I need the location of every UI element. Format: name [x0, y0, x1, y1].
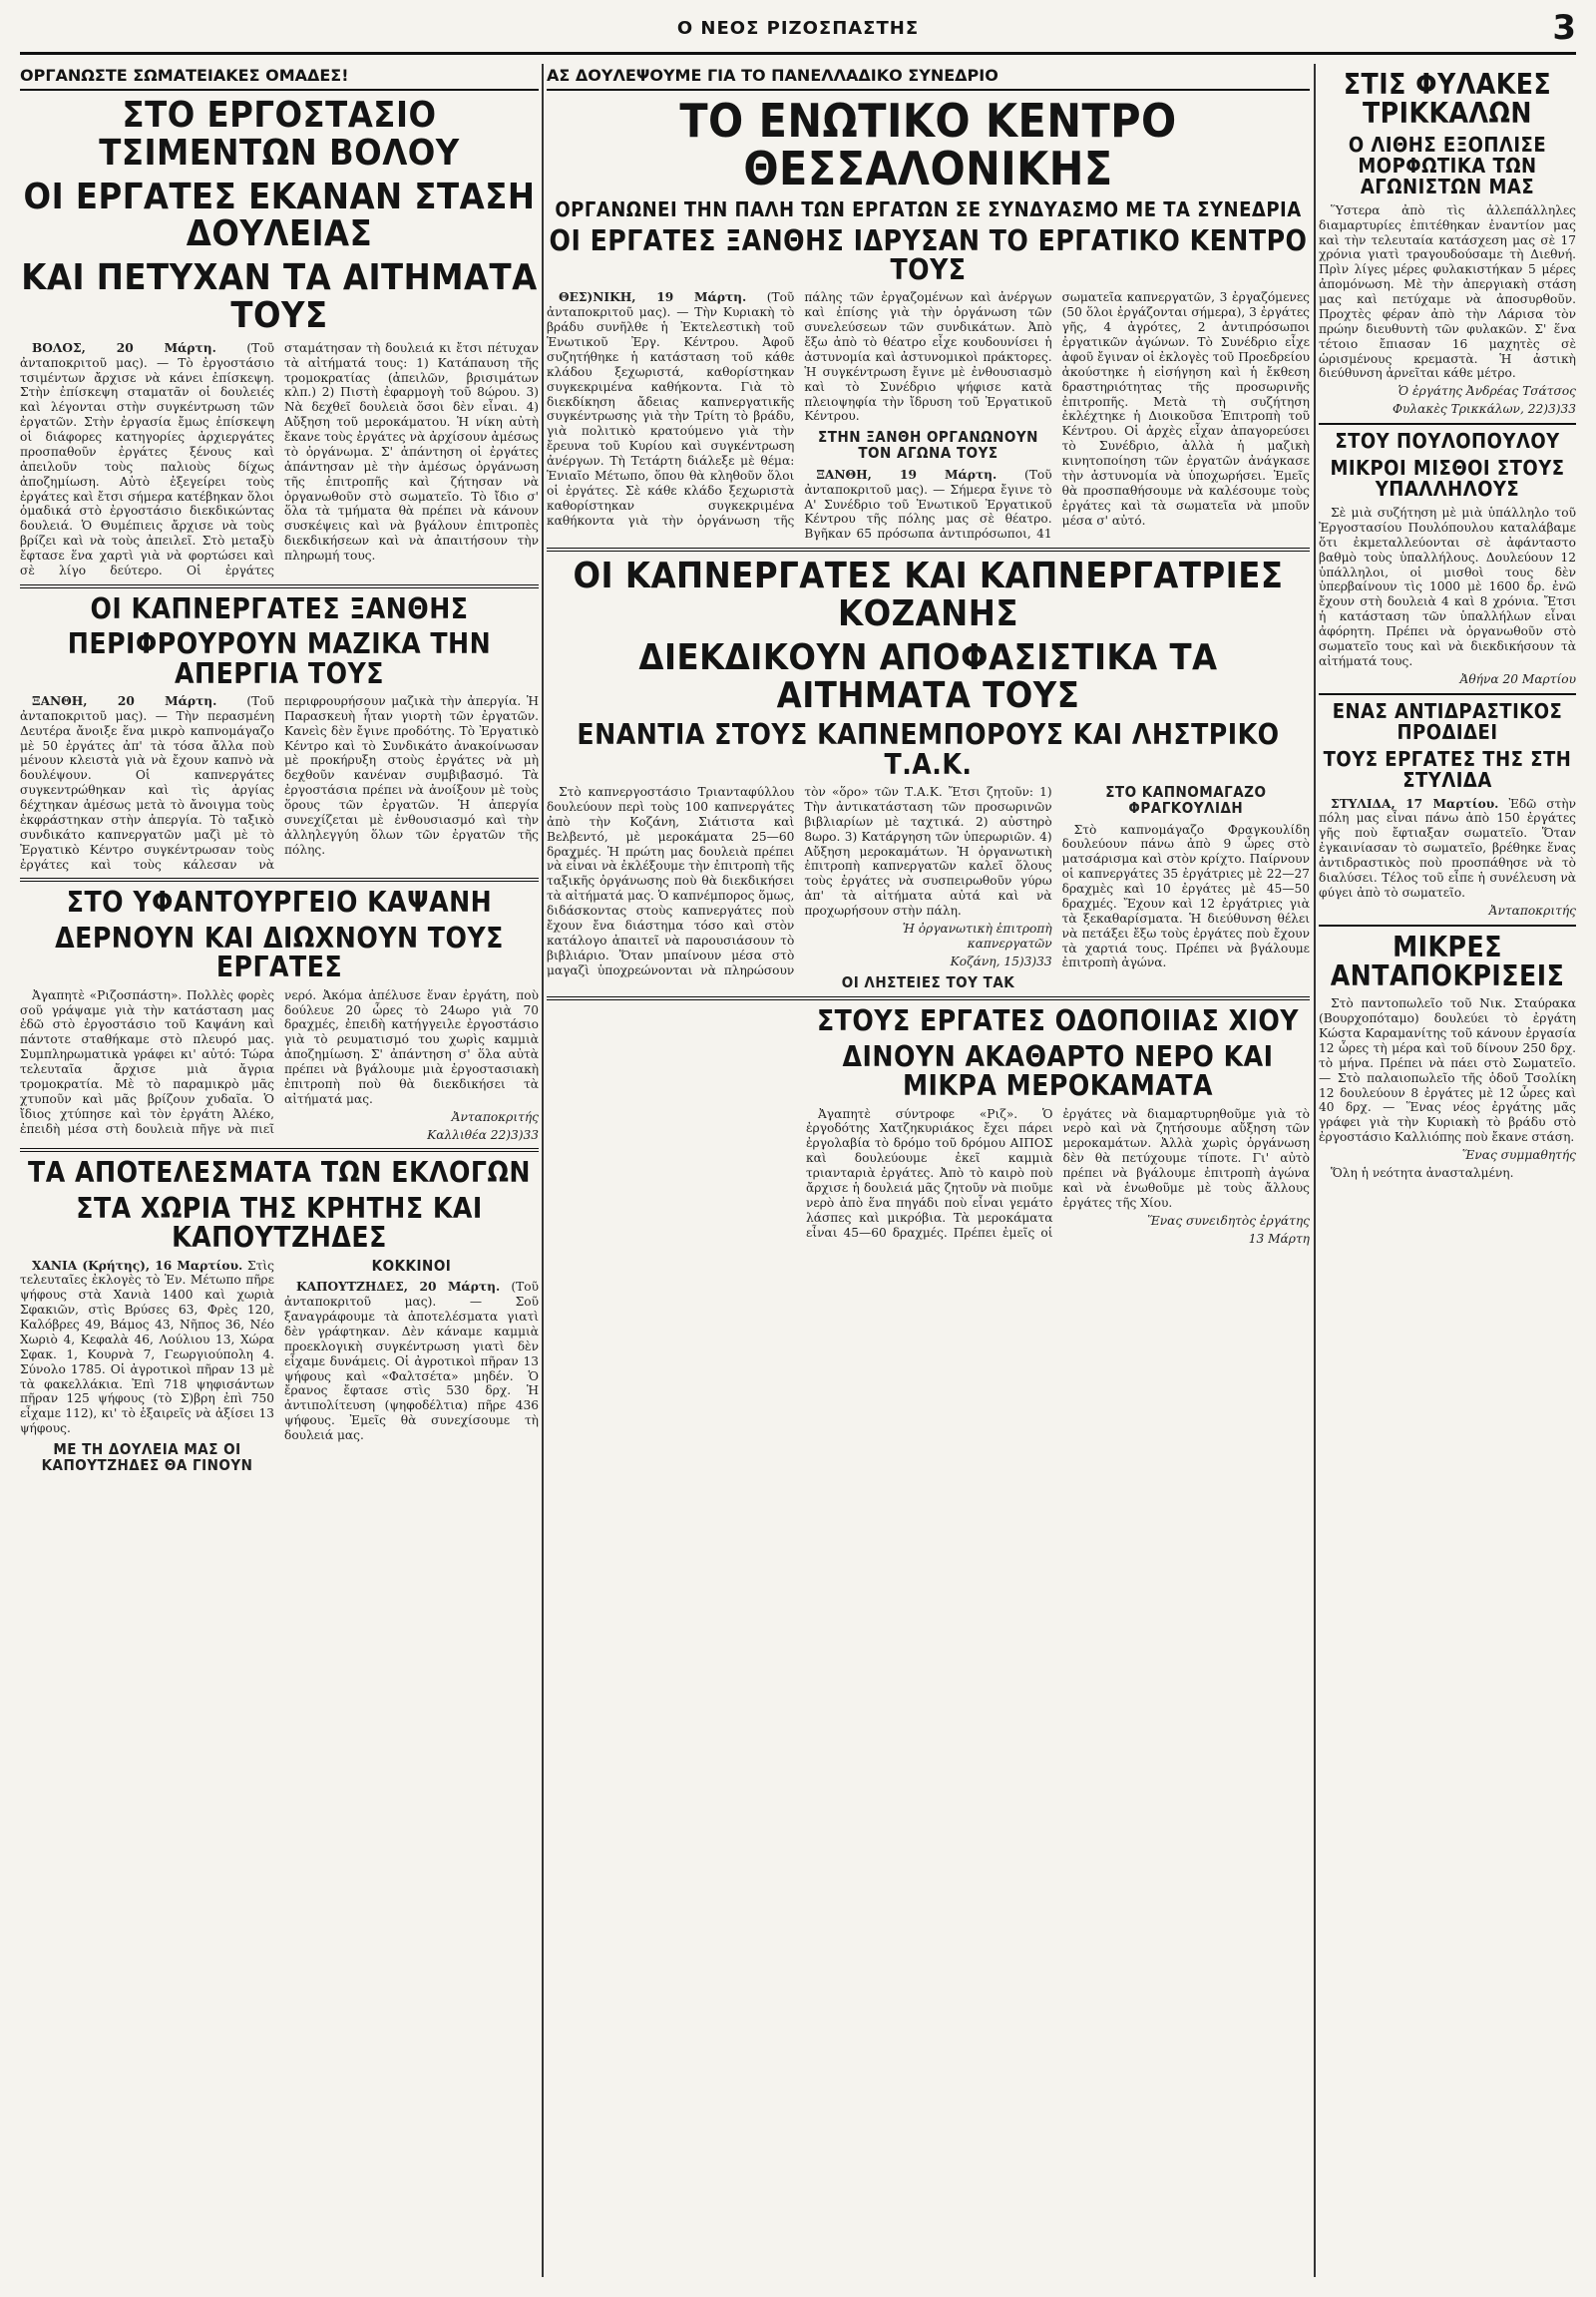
divider: [547, 996, 1310, 1000]
article-crete-elections: [20, 1158, 539, 1473]
article-body: [20, 1256, 539, 1474]
article-body: [1319, 203, 1576, 417]
column-divider: [1314, 64, 1316, 2277]
page-number: 3: [1552, 8, 1576, 48]
column-middle: [547, 64, 1310, 2277]
sub-headline: ΣΤΗΝ ΞΑΝΘΗ ΟΡΓΑΝΩΝΟΥΝ ΤΟΝ ΑΓΩΝΑ ΤΟΥΣ: [818, 428, 1038, 462]
article-stylida: [1319, 698, 1576, 919]
article-body: [1319, 506, 1576, 687]
article-body: [547, 785, 1310, 990]
headline: Ο ΛΙΘΗΣ ΕΞΟΠΛΙΣΕ ΜΟΡΦΩΤΙΚΑ ΤΩΝ ΑΓΩΝΙΣΤΩΝ ΜΑΣ: [1348, 132, 1547, 198]
sub-headline: ΣΤΟ ΚΑΠΝΟΜΑΓΑΖΟ ΦΡΑΓΚΟΥΛΙΔΗ: [1105, 783, 1267, 817]
slogan-left: ΟΡΓΑΝΩΣΤΕ ΣΩΜΑΤΕΙΑΚΕΣ ΟΜΑΔΕΣ!: [20, 64, 539, 91]
headline: ΣΤΙΣ ΦΥΛΑΚΕΣ ΤΡΙΚΚΑΛΩΝ: [1343, 68, 1552, 131]
article-kapsanis-weaving: [20, 888, 539, 1142]
signature: Ὁ ἐργάτης Ἀνδρέας Τσάτσος: [1397, 384, 1576, 399]
place-date: Ἀθήνα 20 Μαρτίου: [1459, 671, 1576, 686]
headline: ΜΙΚΡΟΙ ΜΙΣΘΟΙ ΣΤΟΥΣ ΥΠΑΛΛΗΛΟΥΣ: [1330, 456, 1565, 502]
article-text: (Τοῦ ἀνταποκριτοῦ μας). — Τὸ ἐργοστάσιο τσιμέντων ἄρχισε νὰ κάνει ἐπίσκεψη. Στὴν ἐπίσκεψη σταματᾶν οἱ δουλειές καὶ λέγονται στὴν συγκέντρωση τῶν ἐργατῶν. Στὴν ἐργασία ἔμως ἐπίσκεψη οἱ διάφορες κατηγορίες ἀρχιεργάτες προσπαθοῦν ἐργάτες ξένους καὶ ἀπειλοῦν τοὺς παλιοὺς δίχως ἀποζημίωση. Αὐτὸ ἐξεγείρει τοὺς ἐργάτες καὶ ἔτσι σήμερα κατέβηκαν ὅλοι ὁμαδικά στὸ ἐργοστάσιο διεκδικώντας δουλειά. Ὁ Θυμέπιεις ἄρχισε νὰ τοὺς βρίζει καὶ νὰ τοὺς ἀπειλεῖ. Στὸ μεταξὺ ἔφτασε ἕνα χαρτὶ γιὰ νὰ φορτώσει καὶ σὲ λίγο δεύτερο. Οἱ ἐργάτες σταμάτησαν τὴ δουλειά κι ἔτσι πέτυχαν τὰ αἰτήματά τους: 1) Κατάπαυση τῆς τρομοκρατίας (ἀπειλῶν, βρισιμάτων κλπ.) 2) Πιστὴ ἐφαρμογὴ τοῦ 8ώρου. 3) Νὰ δεχθεῖ δουλειὰ ὅσοι δὲν εἶναι. 4) Αὔξηση τοῦ μεροκάματου. Ἡ νίκη αὐτὴ ἔκανε τοὺς ἐργάτες νὰ ἀρχίσουν ἀμέσως τὸ ὀργάνωμα. Σ' ἀπάντηση οἱ ἐργάτες ἀπάντησαν μὲ τὴν ἀμέσως ὀργάνωση τῆς ἐπιτροπῆς καὶ ζήτησαν νὰ ὀργανωθοῦν στὸ σωματεῖο. Τὸ ἴδιο σ' ὅλα τὰ τμήματα θὰ πρέπει νὰ κάνουν συσκέψεις καὶ νὰ βγάλουν ἐπιτροπὲς διεκδικήσεων καὶ νὰ ἀπαιτήσουν τὴν πληρωμή τους.: [20, 340, 539, 577]
divider: [20, 878, 539, 882]
headline: ΣΤΟ ΕΡΓΟΣΤΑΣΙΟ ΤΣΙΜΕΝΤΩΝ ΒΟΛΟΥ: [99, 95, 460, 174]
article-text: Ἀγαπητὲ σύντροφε «Ριζ». Ὁ ἐργοδότης Χατζηκυριάκος ἔχει πάρει ἐργολαβία τὸ δρόμο τοῦ δρόμου ΑΙΠΟΣ καὶ δουλεύουμε ἐκεῖ καμμιὰ τριανταριὰ ἐργάτες. Ἀπὸ τὸ καιρὸ ποὺ ἄρχισε ἡ δουλειά μᾶς ζητοῦν νὰ πιοῦμε νερὸ ἀπὸ ἕνα πηγάδι ποὺ εἶναι γεμάτο λάσπες καὶ μικρόβια. Τὰ μεροκάματα εἶναι 45—60 δραχμές. Πρέπει ἐμεῖς οἱ ἐργάτες νὰ διαμαρτυρηθοῦμε γιὰ τὸ νερὸ καὶ νὰ ζητήσουμε αὔξηση τῶν μεροκαμάτων. Ἀλλὰ χωρὶς ὀργάνωση δὲν θὰ πετύχουμε τίποτε. Γι' αὐτὸ πρέπει νὰ βγάλουμε ἐπιτροπὴ ἀγώνα καὶ νὰ ἑνωθοῦμε μὲ τοὺς ἄλλους ἐργάτες τῆς Χίου.: [806, 1106, 1310, 1240]
article-text: (Τοῦ ἀνταποκριτοῦ μας). — Σοῦ ξαναγράφουμε τὰ ἀποτελέσματα γιατὶ δὲν γράφτηκαν. Δὲν κάναμε καμμιὰ προεκλογικὴ συγκέντρωση γιατὶ δὲν εἶχαμε δυνάμεις. Οἱ ἀγροτικοὶ πῆραν 13 ψήφους καὶ «Φαλτσέτα» μηδέν. Ὁ ἔρανος ἔφτασε στὶς 530 δρχ. Ἡ ἀντιπολίτευση (ψηφοδέλτια) πῆρε 436 ψήφους. Ἐμεῖς θὰ συνεχίσουμε τὴ δουλειά μας.: [284, 1280, 539, 1443]
article-body: [20, 341, 539, 578]
article-xanthi-strike: [20, 591, 539, 873]
article-text: Στὸ παντοπωλεῖο τοῦ Νικ. Σταύρακα (Βουρχοπόταμο) δουλεύει τὸ ἐργάτη Κώστα Καραμανίτης τοῦ κάνουν ἐργασία 12 ὧρες τὴ μέρα καὶ τοῦ δίνουν 250 δρχ. τὸ μήνα. Πρέπει νὰ πάει στὸ Σωματεῖο. — Στὸ παλαιοπωλεῖο τῆς ὁδοῦ Τσολίκη 12 δουλεύουν 8 ἐργάτες μὲ 12 ὧρες καὶ 40 δρχ. — Ἕνας νέος ἐργάτης μᾶς γράφει γιὰ τὴν Κυριακὴ τὸ βράδυ στὸ ἐργοστάσιο Καλλιόπης ποὺ ἔκανε στάση.: [1319, 996, 1576, 1145]
column-divider: [542, 64, 544, 2277]
divider: [20, 584, 539, 588]
headline: ΣΤΑ ΧΩΡΙΑ ΤΗΣ ΚΡΗΤΗΣ ΚΑΙ ΚΑΠΟΥΤΖΗΔΕΣ: [76, 1191, 483, 1255]
article-trikala-prison: [1319, 70, 1576, 417]
place-date: 13 Μάρτη: [1248, 1231, 1310, 1246]
headline: ΔΙΝΟΥΝ ΑΚΑΘΑΡΤΟ ΝΕΡΟ ΚΑΙ ΜΙΚΡΑ ΜΕΡΟΚΑΜΑΤΑ: [842, 1039, 1274, 1103]
headline: ΟΙ ΚΑΠΝΕΡΓΑΤΕΣ ΞΑΝΘΗΣ: [90, 591, 469, 625]
article-body: [1319, 996, 1576, 1181]
headline: ΣΤΟΥΣ ΕΡΓΑΤΕΣ ΟΔΟΠΟΙΙΑΣ ΧΙΟΥ: [816, 1004, 1300, 1038]
article-chios-roads: [806, 1006, 1310, 1246]
headline: ΔΕΡΝΟΥΝ ΚΑΙ ΔΙΩΧΝΟΥΝ ΤΟΥΣ ΕΡΓΑΤΕΣ: [55, 921, 504, 984]
headline: ΣΤΟΥ ΠΟΥΛΟΠΟΥΛΟΥ: [1335, 429, 1560, 454]
headline: ΟΡΓΑΝΩΝΕΙ ΤΗΝ ΠΑΛΗ ΤΩΝ ΕΡΓΑΤΩΝ ΣΕ ΣΥΝΔΥΑΣΜΟ ΜΕ ΤΑ ΣΥΝΕΔΡΙΑ: [555, 196, 1302, 221]
article-text: (Τοῦ ἀνταποκριτοῦ μας). — Τὴν περασμένη Δευτέρα ἄνοιξε ἕνα μικρὸ καπνομάγαζο μὲ 50 ἐργάτες ἀπ' τὰ τόσα ἄλλα ποὺ μένουν κλειστὰ γιὰ νὰ ἔχουν καπνὸ νὰ δουλέψουν. Οἱ καπνεργάτες συγκεντρώθηκαν καὶ τὶς ἀργίας δέχτηκαν ἀμέσως μετὰ τὸ ἄνοιγμα τοὺς ἐκφράστηκαν στὴν ἀπεργία. Τὸ ταξικὸ συνδικάτο καπνεργατῶν μαζὶ μὲ τὸ Ἐργατικὸ Κέντρο συγκέντρωσαν τοὺς ἐργάτες καὶ τοὺς κάλεσαν νὰ περιφρουρήσουν μαζικὰ τὴν ἀπεργία. Ἡ Παρασκευὴ ἦταν γιορτὴ τῶν ἐργατῶν. Κανεὶς δὲν ἔγινε προδότης. Τὸ Ἐργατικὸ Κέντρο καὶ τὸ Συνδικάτο ἀνακοίνωσαν μὲ προκήρυξη στοὺς ἐργάτες νὰ μὴ δεχθοῦν κανέναν συμβιβασμό. Τὰ ἐργοστάσια πρέπει νὰ ἀνοίξουν μὲ τοὺς ὅρους τῶν ἐργατῶν. Ἡ ἀπεργία συνεχίζεται μὲ ἐνθουσιασμό καὶ τὴν ἀλληλεγγύη ὅλων τῶν ἐργατῶν τῆς πόλης.: [20, 693, 539, 872]
signature: Ἕνας συμμαθητής: [1461, 1148, 1576, 1163]
dateline: ΞΑΝΘΗ, 19 Μάρτη.: [816, 467, 998, 482]
headline: ΣΤΟ ΥΦΑΝΤΟΥΡΓΕΙΟ ΚΑΨΑΝΗ: [66, 886, 493, 920]
article-text: Στὸ καπνομάγαζο Φραγκουλίδη δουλεύουν πάνω ἀπὸ 9 ὧρες στὸ ματσάρισμα καὶ στὸν κρίχτο. Παίρνουν οἱ καπνεργάτες 35 ἐργάτριες μὲ 22—27 δραχμὲς καὶ 10 ἐργάτες μὲ 45—50 δραχμές. Ἔχουν καὶ 12 ἐργάτριες γιὰ τὰ ξεκαθαρίσματα. Ἡ διεύθυνση θέλει νὰ πετάξει ἔξω τοὺς ἐργάτες ποὺ ἔχουν τὰ χαρτιά τους. Πρέπει νὰ βγάλουμε ἐπιτροπὴ ἀγώνα.: [1061, 822, 1310, 970]
article-body: [20, 694, 539, 873]
divider: [1319, 925, 1576, 927]
article-text: Ὕστερα ἀπὸ τὶς ἀλλεπάλληλες διαμαρτυρίες ἐπιτέθηκαν ἐναντίον μας καὶ τὴν τελευταία κατάσχεση μας σὲ 17 χρόνια γιατὶ τραγουδούσαμε τὴ Διεθνή. Πρὶν λίγες μέρες φυλακιστήκαν 5 μέρες ἀπομόνωση. Μὲ τὴν ἀπεργιακὴ στάση μας καὶ πετύχαμε νὰ ἀποσυρθοῦν. Προχτὲς φέραν ἀπὸ τὴν Λάρισα τὸν πρώην διευθυντὴ τῶν φυλακῶν. Σ' ἕνα τέτοιο ἔπιασαν 16 μαχητὲς σὲ ὡρισμένους κρεμαστὰ. Ἡ ἀστικὴ διεύθυνση ἀρνεῖται κάθε μέτρο.: [1319, 202, 1576, 381]
article-kozani-tobacco: [547, 558, 1310, 990]
headline: ΟΙ ΕΡΓΑΤΕΣ ΕΚΑΝΑΝ ΣΤΑΣΗ ΔΟΥΛΕΙΑΣ: [23, 176, 536, 255]
closing-line: Ὅλη ἡ νεότητα ἀνασταλμένη.: [1331, 1165, 1514, 1180]
headline: ΤΟΥΣ ΕΡΓΑΤΕΣ ΤΗΣ ΣΤΗ ΣΤΥΛΙΔΑ: [1323, 746, 1572, 792]
article-body: [1319, 797, 1576, 919]
newspaper-title: Ο ΝΕΟΣ ΡΙΖΟΣΠΑΣΤΗΣ: [676, 18, 920, 39]
masthead: [20, 8, 1576, 55]
article-body: [806, 1107, 1310, 1247]
dateline: ΣΤΥΛΙΔΑ, 17 Μαρτίου.: [1331, 796, 1499, 811]
dateline: ΘΕΣ)ΝΙΚΗ, 19 Μάρτη.: [559, 290, 747, 305]
column-right: [1319, 64, 1576, 2277]
divider: [20, 1148, 539, 1152]
headline: ΚΑΙ ΠΕΤΥΧΑΝ ΤΑ ΑΙΤΗΜΑΤΑ ΤΟΥΣ: [21, 257, 538, 336]
place-date: Καλλιθέα 22)3)33: [427, 1127, 539, 1142]
dateline: ΞΑΝΘΗ, 20 Μάρτη.: [32, 693, 217, 708]
article-body: [547, 290, 1310, 542]
article-text: (Τοῦ ἀνταποκριτοῦ μας). — Σήμερα ἔγινε τὸ Α' Συνέδριο τοῦ Ἑνωτικοῦ Ἐργατικοῦ Κέντρου τῆς πόλης μας σὲ θέατρο. Βγῆκαν 65 πρόσωπα ἀντιπρόσωποι, 41 σωματεῖα καπνεργατῶν, 3 ἐργαζόμενες (50 ὅλοι ἐργάζονται σήμερα), 3 ἐργάτες γῆς, 4 ἀγρότες, 2 ἀντιπρόσωποι ἐργατικῶν ἀγώνων. Τὸ Συνέδριο εἶχε ἀφοῦ ἔγιναν οἱ ἐκλογὲς τοῦ Προεδρείου ἀκούστηκε ἡ εἰσήγηση καὶ ἡ ἔκθεση δραστηριότητας τῆς προσωρινῆς ἐπιτροπῆς. Μετὰ τὴ συζήτηση ἐκλέχτηκε ἡ Διοικοῦσα Ἐπιτροπὴ τοῦ Κέντρου. Οἱ ἀρχὲς εἶχαν ἀπαγορεύσει τὸ Συνέδριο, ἀλλὰ ἡ μαζικὴ κινητοποίηση τῶν ἐργατῶν ἀνάγκασε τὴν ἀστυνομία νὰ ὑποχωρήσει. Ἐμεῖς θὰ προσπαθήσουμε νὰ καλέσουμε τοὺς ἐργάτες καὶ τὰ σωματεῖα νὰ μποῦν μέσα σ' αὐτό.: [804, 290, 1310, 542]
signature: Ἀνταποκριτής: [451, 1109, 539, 1124]
dateline: ΧΑΝΙΑ (Κρήτης), 16 Μαρτίου.: [32, 1258, 243, 1273]
article-text: Ἀγαπητὲ «Ριζοσπάστη». Πολλὲς φορὲς σοῦ γράψαμε γιὰ τὴν κατάσταση μας ἐδῶ στὸ ἐργοστάσιο τοῦ Καψάνη καὶ πάντοτε σταθήκαμε στὸ πλευρό μας. Συμπληρωματικὰ γράφει κι' αὐτό: Τώρα τελευταῖα ἄρχισε μιὰ ἄγρια τρομοκρατία. Μὲ τὸ παραμικρὸ μᾶς χτυποῦν καὶ μᾶς βρίζουν χυδαῖα. Ὁ ἴδιος χτύπησε καὶ τὸν ἐργάτη Ἀλέκο, ἐπειδὴ μέσα στὴ δουλειὰ πῆγε νὰ πιεῖ νερό. Ἀκόμα ἀπέλυσε ἕναν ἐργάτη, ποὺ δούλευε 20 ὧρες τὸ 24ωρο γιὰ 70 δραχμές, ἐπειδὴ κατήγγειλε ἐργοστάσιο γιὰ τὸ ρευματισμό του χωρὶς καμμιὰ ἀποζημίωση. Σ' ἀπάντηση σ' ὅλα αὐτὰ πρέπει νὰ βγάλουμε μιὰ ἐργοστασιακὴ ἐπιτροπὴ ποὺ θὰ διεκδικήσει τὰ αἰτήματά μας.: [20, 987, 539, 1136]
divider: [547, 548, 1310, 552]
divider: [1319, 693, 1576, 695]
signature: Ἕνας συνειδητὸς ἐργάτης: [1147, 1213, 1310, 1228]
signature: Ἀνταποκριτής: [1488, 903, 1576, 918]
place-date: Κοζάνη, 15)3)33: [950, 954, 1052, 968]
sub-headline: ΜΕ ΤΗ ΔΟΥΛΕΙΑ ΜΑΣ ΟΙ ΚΑΠΟΥΤΖΗΔΕΣ ΘΑ ΓΙΝΟΥΝ ΚΟΚΚΙΝΟΙ: [41, 1256, 452, 1474]
article-volos-cement: [20, 97, 539, 578]
article-text: Σὲ μιὰ συζήτηση μὲ μιὰ ὑπάλληλο τοῦ Ἐργοστασίου Πουλόπουλου καταλάβαμε ὅτι ἐκμεταλλεύονται σὲ ἀφάνταστο βαθμὸ τοὺς ὑπαλλήλους. Δουλεύουν 12 ὑπάλληλοι, οἱ μισθοὶ τους δὲν ὑπερβαίνουν τὶς 1000 μὲ 1600 δρ. ἐνῶ ἔχουν στὴ δουλειὰ 4 καὶ 8 χρόνια. Ἔτσι ἡ κατάσταση τῶν ὑπαλλήλων εἶναι ἀφόρητη. Πρέπει νὰ ὀργανωθοῦν στὸ σωματεῖο τους καὶ νὰ διεκδικήσουν τὰ αἰτήματά τους.: [1319, 506, 1576, 668]
headline: ΕΝΑΝΤΙΑ ΣΤΟΥΣ ΚΑΠΝΕΜΠΟΡΟΥΣ ΚΑΙ ΛΗΣΤΡΙΚΟ Τ.Α.Κ.: [577, 718, 1280, 781]
headline: ΠΕΡΙΦΡΟΥΡΟΥΝ ΜΑΖΙΚΑ ΤΗΝ ΑΠΕΡΓΙΑ ΤΟΥΣ: [67, 627, 492, 690]
headline: ΟΙ ΚΑΠΝΕΡΓΑΤΕΣ ΚΑΙ ΚΑΠΝΕΡΓΑΤΡΙΕΣ ΚΟΖΑΝΗΣ: [573, 556, 1284, 634]
sub-headline: ΟΙ ΛΗΣΤΕΙΕΣ ΤΟΥ ΤΑΚ: [841, 972, 1015, 991]
article-small-reports: [1319, 930, 1576, 1181]
headline: ΔΙΕΚΔΙΚΟΥΝ ΑΠΟΦΑΣΙΣΤΙΚΑ ΤΑ ΑΙΤΗΜΑΤΑ ΤΟΥΣ: [638, 636, 1218, 716]
article-body: [20, 988, 539, 1143]
dateline: ΒΟΛΟΣ, 20 Μάρτη.: [32, 340, 216, 355]
headline: ΤΟ ΕΝΩΤΙΚΟ ΚΕΝΤΡΟ ΘΕΣΣΑΛΟΝΙΚΗΣ: [679, 94, 1177, 196]
article-poulopoulos: [1319, 431, 1576, 687]
slogan-middle: ΑΣ ΔΟΥΛΕΨΟΥΜΕ ΓΙΑ ΤΟ ΠΑΝΕΛΛΑΔΙΚΟ ΣΥΝΕΔΡΙΟ: [547, 64, 1310, 91]
headline: ΤΑ ΑΠΟΤΕΛΕΣΜΑΤΑ ΤΩΝ ΕΚΛΟΓΩΝ: [28, 1156, 531, 1190]
article-text: Στὸ καπνεργοστάσιο Τριανταφύλλου δουλεύουν περὶ τοὺς 100 καπνεργάτες ἀπὸ τὴν Κοζάνη, Σιάτιστα καὶ Βελβεντό, μὲ μεροκάματα 25—60 δραχμές. Ἡ πρώτη μας δουλειὰ πρέπει νὰ εἶναι νὰ ἐκλέξουμε τὴν ἐπιτροπὴ τῆς ταξικῆς ὀργάνωσης ποὺ θὰ διεκδικήσει τὰ αἰτήματά μας. Ὁ καπνέμπορος ὅμως, διδάσκοντας στοὺς καπνεργάτες ποὺ ἔχουν ἔνα διάστημα τόσο καὶ στὸν κατάλογο ἀπαιτεῖ νὰ παρουσιάσουν τὸ βιβλιάριο. Ὅταν μπαίνουν μέσα στὸ μαγαζὶ ὑποχρεώνονται νὰ πληρώσουν τὸν «ὅρο» τῶν Τ.Α.Κ. Ἔτσι ζητοῦν: 1) Τὴν ἀντικατάσταση τῶν προσωρινῶν βιβλιαρίων μὲ ταχτικά. 2) αὐστηρὸ 8ωρο. 3) Κατάργηση τῶν ὑπερωριῶν. 4) Αὔξηση μεροκαμάτων. Ἡ ὀργανωτικὴ ἐπιτροπὴ καπνεργατῶν καλεῖ ὅλους τοὺς ἐργάτες νὰ συσπειρωθοῦν γύρω ἀπ' τὰ αἰτήματα αὐτά καὶ νὰ προχωρήσουν στὴν πάλη.: [547, 785, 1052, 977]
headline: ΟΙ ΕΡΓΑΤΕΣ ΞΑΝΘΗΣ ΙΔΡΥΣΑΝ ΤΟ ΕΡΓΑΤΙΚΟ ΚΕΝΤΡΟ ΤΟΥΣ: [549, 223, 1308, 286]
dateline: ΚΑΠΟΥΤΖΗΔΕΣ, 20 Μάρτη.: [296, 1280, 501, 1295]
signature: Ἡ ὀργανωτικὴ ἐπιτροπὴ καπνεργατῶν: [902, 921, 1052, 951]
divider: [1319, 423, 1576, 425]
article-thessaloniki-center: [547, 94, 1310, 542]
place-date: Φυλακὲς Τρικκάλων, 22)3)33: [1393, 402, 1576, 417]
column-left: [20, 64, 539, 2277]
headline: ΜΙΚΡΕΣ ΑΝΤΑΠΟΚΡΙΣΕΙΣ: [1330, 930, 1565, 992]
article-text: Ἐδῶ στὴν πόλη μας εἶναι πάνω ἀπὸ 150 ἐργάτες γῆς ποὺ ἔφτιαξαν σωματεῖο. Ὅταν ἐγκαινίασαν τὸ σωματεῖο, βρέθηκε ἕνας ἀντιδραστικὸς ποὺ προσπάθησε νὰ τὸ διαλύσει. Τέλος τοῦ εἶπε ἡ συνέλευση νὰ φύγει ἀπὸ τὸ σωματεῖο.: [1319, 796, 1576, 900]
article-text: Στὶς τελευταῖες ἐκλογὲς τὸ Ἑν. Μέτωπο πῆρε ψήφους στὰ Χανιὰ 1400 καὶ χωριὰ Σφακιῶν, στὶς Βρύσες 63, Φρὲς 120, Καλόβρες 49, Βάμος 43, Νῆπος 36, Νέο Χωριὸ 4, Κεφαλὰ 46, Λούλιου 13, Χώρα Σφακ. 1, Κουρνὰ 7, Γεωργιούπολη 4. Σύνολο 1785. Οἱ ἀγροτικοὶ πῆραν 13 μὲ τὰ φακελλάκια. Ἐπὶ 718 ψηφισάντων πῆραν 125 ψήφους (τὸ Σ)βρη ἐπὶ 750 εἶχαμε 112), κι' τὸ ἐξαιρεῖς νὰ ἀξίσει 13 ψήφους.: [20, 1258, 274, 1436]
article-text: (Τοῦ ἀνταποκριτοῦ μας). — Τὴν Κυριακὴ τὸ βράδυ συνῆλθε ἡ Ἐκτελεστικὴ τοῦ Ἑνωτικοῦ Ἐργ. Κέντρου. Ἀφοῦ συζητήθηκε ἡ κατάσταση τοῦ κάθε κλάδου ξεχωριστά, καθορίστηκαν συγκεκριμένα καθήκοντα. Γιὰ τὸ διεκδίκηση ἄδειας καπνεργατικῆς συγκέντρωσης γιὰ τὴν Τρίτη τὸ βράδυ, γιὰ πολιτικὸ κρατούμενο γιὰ τὴν ἔρευνα τοῦ Κυρίου καὶ συγκέντρωση ἀνέργων. Τὴ Τετάρτη διάλεξε μὲ θέμα: Ἑνιαῖο Μέτωπο, ὅπου θὰ κληθοῦν ὅλοι οἱ ἐργάτες. Σὲ κάθε κλάδο ξεχωριστὰ καθορίστηκαν συγκεκριμένα καθήκοντα γιὰ τὴν ὀργάνωση τῆς πάλης τῶν ἐργαζομένων καὶ ἀνέργων καὶ ἐπίσης γιὰ τὴν ὀργάνωση τῶν συνελεύσεων τῶν συνδικάτων. Ἀπὸ ἔξω ἀπὸ τὸ θέατρο εἶχε κουδουνίσει ἡ ἀστυνομία καὶ ἀστυνομικοὶ πράκτορες. Ἡ συγκέντρωση ἔγινε μὲ ἐνθουσιασμὸ καὶ τὸ Συνέδριο ψήφισε κατὰ πλειοψηφία τὴν ἴδρυση τοῦ Ἐργατικοῦ Κέντρου.: [547, 290, 1052, 528]
headline: ΕΝΑΣ ΑΝΤΙΔΡΑΣΤΙΚΟΣ ΠΡΟΔΙΔΕΙ: [1332, 698, 1563, 744]
